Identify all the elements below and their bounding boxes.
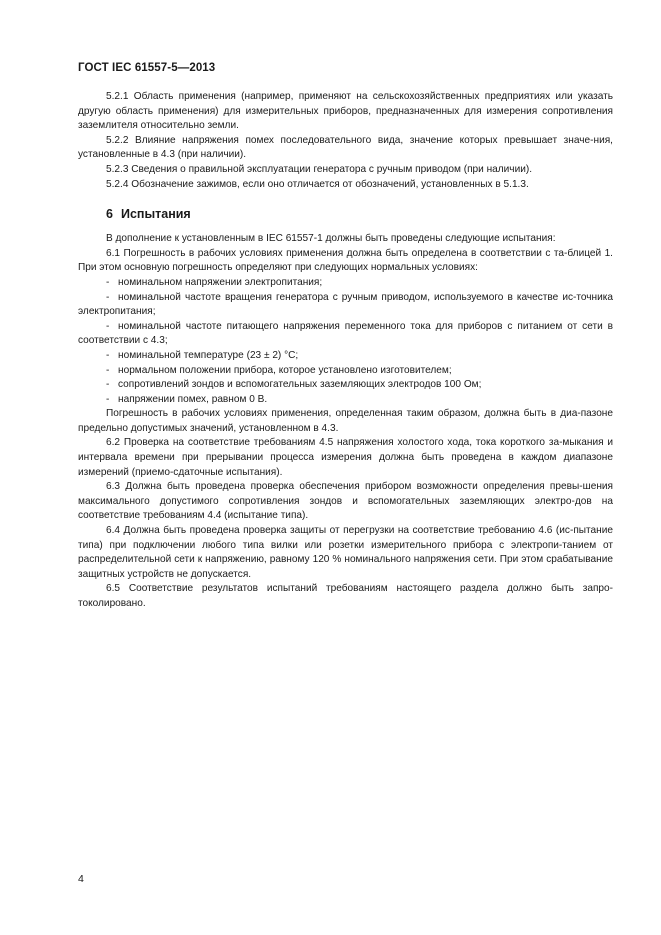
paragraph-5-2-3: 5.2.3 Сведения о правильной эксплуатации генератора с ручным приводом (при наличии).: [106, 163, 533, 175]
list-item-text: номинальной частоте вращения генератора с ручным приводом, используемого в качестве ис-точника электропитания;: [78, 291, 613, 318]
list-item: [78, 364, 613, 379]
paragraph-intro: В дополнение к установленным в IEC 61557-1 должны быть проведены следующие испытания:: [106, 233, 556, 245]
document-body: [78, 90, 613, 612]
paragraph-6-1: 6.1 Погрешность в рабочих условиях применения должна быть определена в соответствии с та-блицей 1. При этом основную погрешность определяют при следующих нормальных условиях:: [78, 247, 613, 274]
dash-marker: -: [106, 320, 110, 332]
list-item: [78, 291, 613, 320]
list-item: [78, 276, 613, 291]
list-item-text: напряжении помех, равном 0 В.: [118, 393, 268, 405]
paragraph-5-2-2: 5.2.2 Влияние напряжения помех последовательного вида, значение которых превышает значе-ния, установленные в 4.3 (при наличии).: [78, 134, 613, 161]
page-number: 4: [78, 873, 84, 885]
paragraph-5-2-4: 5.2.4 Обозначение зажимов, если оно отличается от обозначений, установленных в 5.1.3.: [106, 178, 529, 190]
document-header: ГОСТ IEC 61557-5—2013: [78, 62, 216, 74]
paragraph-6-4: 6.4 Должна быть проведена проверка защиты от перегрузки на соответствие требованию 4.6 (ис-пытание типа) при подключении любого типа вилки или розетки измерительного прибора с электропи-танием от распределительной сети к напряжению, равному 120 % номинального напряжения сети. При этом срабатывание защитных устройств не допускается.: [78, 525, 613, 580]
list-item-text: нормальном положении прибора, которое установлено изготовителем;: [118, 364, 452, 376]
paragraph-6-2: 6.2 Проверка на соответствие требованиям 4.5 напряжения холостого хода, тока короткого за-мыкания и интервала времени при прерывании процесса измерения должна быть проведена в каждом диапазоне измерений (приемо-сдаточные испытания).: [78, 437, 613, 478]
dash-marker: -: [106, 364, 110, 376]
list-item: [78, 320, 613, 349]
list-item: [78, 393, 613, 408]
list-item: [78, 378, 613, 393]
list-item-text: номинальной частоте питающего напряжения переменного тока для приборов с питанием от сети в соответствии с 4.3;: [78, 320, 613, 347]
section-title: Испытания: [120, 207, 191, 222]
dash-marker: -: [106, 291, 110, 303]
list-item-text: сопротивлений зондов и вспомогательных заземляющих электродов 100 Ом;: [118, 379, 482, 391]
paragraph-5-2-1: 5.2.1 Область применения (например, применяют на сельскохозяйственных предприятиях или указать другую область применения) для измерительных приборов, предназначенных для измерения сопротивления заземлителя относительно земли.: [78, 91, 613, 132]
dash-marker: -: [106, 276, 110, 288]
list-item-text: номинальной температуре (23 ± 2) °С;: [118, 349, 299, 361]
list-item: [78, 349, 613, 364]
dash-marker: -: [106, 349, 110, 361]
dash-marker: -: [106, 379, 110, 391]
paragraph-accuracy: Погрешность в рабочих условиях применения, определенная таким образом, должна быть в диа-пазоне предельно допустимых значений, установленном в 4.3.: [78, 408, 613, 434]
paragraph-6-5: 6.5 Соответствие результатов испытаний требованиям настоящего раздела должно быть запро-токолировано.: [78, 583, 613, 609]
paragraph-6-3: 6.3 Должна быть проведена проверка обеспечения прибором возможности определения превы-шения максимального допустимого сопротивления зондов и вспомогательных заземляющих электро-дов на соответствие требованиям 4.4 (испытание типа).: [78, 481, 613, 522]
list-item-text: номинальном напряжении электропитания;: [118, 276, 323, 288]
section-heading: [78, 206, 613, 222]
dash-marker: -: [106, 393, 110, 405]
section-number: 6: [106, 207, 113, 222]
